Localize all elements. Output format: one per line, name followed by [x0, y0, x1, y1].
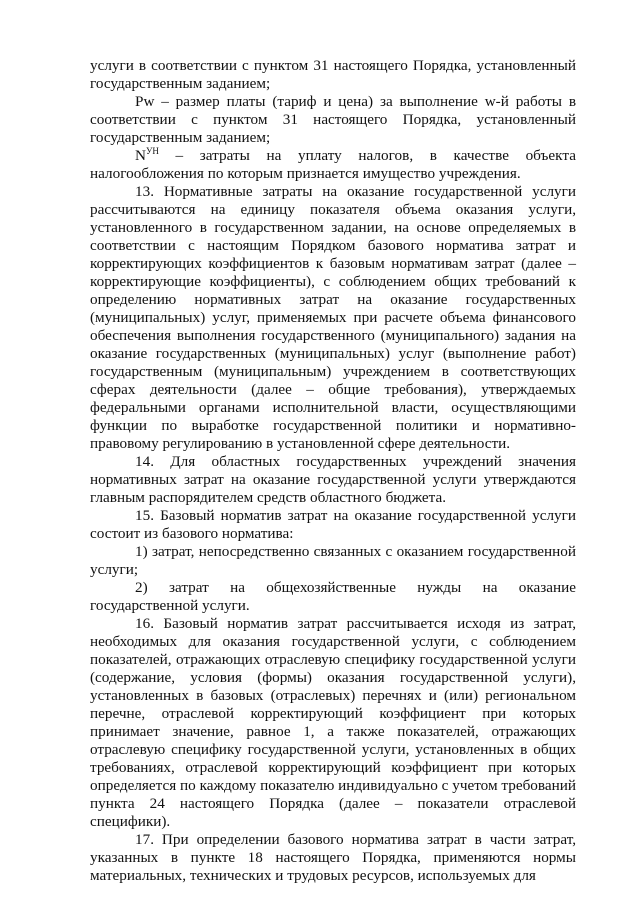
- tax-symbol: N: [135, 147, 146, 164]
- paragraph-pw-definition: Pw – размер платы (тариф и цена) за выполнение w-й работы в соответствии с пунктом 31 настоящего Порядка, установленный государственным заданием;: [90, 93, 576, 146]
- paragraph-16: 16. Базовый норматив затрат рассчитывается исходя из затрат, необходимых для оказания государственной услуги, с соблюдением показателей, отражающих отраслевую специфику государственной услуги (содержание, условия (формы) оказания государственной услуги), установленных в базовых (отраслевых) перечнях и (или) региональном перечне, отраслевой корректирующий коэффициент при которых принимает значение, равное 1, а также показателей, отражающих отраслевую специфику государственной услуги, установленных в общих требованиях, отраслевой корректирующий коэффициент при которых определяется по каждому показателю индивидуально с учетом требований пункта 24 настоящего Порядка (далее – показатели отраслевой специфики).: [90, 615, 576, 830]
- tax-symbol-superscript: УН: [146, 146, 159, 156]
- tax-definition-text: – затраты на уплату налогов, в качестве объекта налогообложения по которым признается имущество учреждения.: [90, 147, 576, 182]
- paragraph-15-item-2: 2) затрат на общехозяйственные нужды на оказание государственной услуги.: [90, 579, 576, 614]
- paragraph-17: 17. При определении базового норматива затрат в части затрат, указанных в пункте 18 настоящего Порядка, применяются нормы материальных, технических и трудовых ресурсов, используемых для: [90, 831, 576, 884]
- paragraph-continuation: услуги в соответствии с пунктом 31 настоящего Порядка, установленный государственным заданием;: [90, 57, 576, 92]
- paragraph-13: 13. Нормативные затраты на оказание государственной услуги рассчитываются на единицу показателя объема оказания услуги, установленного в государственном задании, на основе определяемых в соответствии с настоящим Порядком базового норматива затрат и корректирующих коэффициентов к базовым нормативам затрат (далее – корректирующие коэффициенты), с соблюдением общих требований к определению нормативных затрат на оказание государственных (муниципальных) услуг, применяемых при расчете объема финансового обеспечения выполнения государственного (муниципального) задания на оказание государственных (муниципальных) услуг (выполнение работ) государственным (муниципальным) учреждением в соответствующих сферах деятельности (далее – общие требования), утверждаемых федеральными органами исполнительной власти, осуществляющими функции по выработке государственной политики и нормативно-правовому регулированию в установленной сфере деятельности.: [90, 183, 576, 452]
- paragraph-15: 15. Базовый норматив затрат на оказание государственной услуги состоит из базового норматива:: [90, 507, 576, 542]
- paragraph-15-item-1: 1) затрат, непосредственно связанных с оказанием государственной услуги;: [90, 543, 576, 578]
- paragraph-14: 14. Для областных государственных учреждений значения нормативных затрат на оказание государственной услуги утверждаются главным распорядителем средств областного бюджета.: [90, 453, 576, 506]
- paragraph-tax-costs: [90, 147, 576, 183]
- document-page: [90, 57, 576, 885]
